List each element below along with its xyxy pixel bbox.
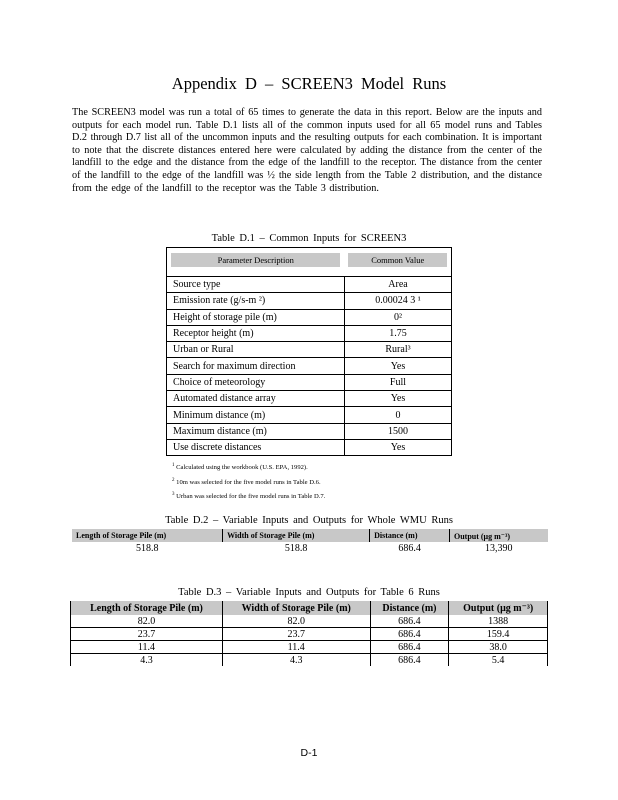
parameter-cell: Maximum distance (m): [167, 423, 345, 439]
parameter-cell: Choice of meteorology: [167, 374, 345, 390]
value-cell: 1.75: [344, 325, 451, 341]
data-cell: 23.7: [71, 628, 223, 641]
parameter-cell: Urban or Rural: [167, 342, 345, 358]
parameter-cell: Source type: [167, 277, 345, 293]
data-cell: 11.4: [71, 641, 223, 654]
table3-caption: Table D.3 – Variable Inputs and Outputs for Table 6 Runs: [178, 587, 440, 598]
table-row: [167, 407, 452, 423]
data-cell: 82.0: [222, 615, 370, 628]
value-cell: 0.00024 3 ¹: [344, 293, 451, 309]
header-param: Parameter Description: [167, 248, 345, 277]
table-row: [167, 309, 452, 325]
data-cell: 13,390: [484, 543, 513, 554]
data-cell: 38.0: [449, 641, 548, 654]
footnote-text: Calculated using the workbook (U.S. EPA, 1992).: [174, 464, 308, 472]
value-cell: 1500: [344, 423, 451, 439]
column-header: Output (μg m⁻³): [449, 529, 548, 542]
table-row: [167, 277, 452, 293]
data-cell: 686.4: [370, 628, 449, 641]
data-cell: 1388: [449, 615, 548, 628]
data-cell: 518.8: [284, 543, 308, 554]
table6-runs-table: [70, 601, 548, 666]
page-number: D-1: [300, 747, 318, 759]
footnote-mark: 3: [172, 492, 175, 498]
footnote: [172, 489, 325, 504]
value-cell: Yes: [344, 358, 451, 374]
value-cell: Full: [344, 374, 451, 390]
whole-wmu-table: [72, 529, 548, 555]
table-row: [167, 423, 452, 439]
table-row: [167, 342, 452, 358]
table-row: [167, 391, 452, 407]
data-cell: 686.4: [370, 641, 449, 654]
value-cell: Yes: [344, 391, 451, 407]
footnote: [172, 475, 325, 490]
table1-footnotes: [172, 460, 325, 504]
table-row: [71, 628, 548, 641]
parameter-cell: Automated distance array: [167, 391, 345, 407]
data-cell: 11.4: [222, 641, 370, 654]
table2-caption: Table D.2 – Variable Inputs and Outputs for Whole WMU Runs: [165, 515, 453, 526]
column-header: Width of Storage Pile (m): [222, 601, 370, 615]
parameter-cell: Use discrete distances: [167, 439, 345, 455]
data-cell: 82.0: [71, 615, 223, 628]
column-header: Width of Storage Pile (m): [223, 529, 370, 542]
column-header: Distance (m): [370, 601, 449, 615]
table-row: [71, 654, 548, 667]
table-row: [167, 293, 452, 309]
parameter-cell: Emission rate (g/s-m ²): [167, 293, 345, 309]
footnote-text: 10m was selected for the five model runs in Table D.6.: [174, 478, 321, 486]
intro-paragraph: The SCREEN3 model was run a total of 65 times to generate the data in this report. Below are the inputs and outputs for each model run. Table D.1 lists all of the common inputs used for all 65 model runs and Tables D.2 through D.7 list all of the uncommon inputs and the resulting outputs for each combination. It is important to note that the discrete distances entered here were calculated by adding the distance from the center of the landfill to the edge and the distance from the edge of the landfill to the receptor. The distance from the center of the landfill to the edge of the landfill was ½ the side length from the Table 2 distribution, and the distance from the edge of the landfill to the receptor was the Table 3 distribution.: [72, 107, 542, 194]
data-cell: 23.7: [222, 628, 370, 641]
table-row: [72, 542, 548, 555]
value-cell: 0: [344, 407, 451, 423]
value-cell: Rural³: [344, 342, 451, 358]
table-row: [167, 439, 452, 455]
footnote-text: Urban was selected for the five model runs in Table D.7.: [174, 493, 326, 501]
parameter-cell: Search for maximum direction: [167, 358, 345, 374]
column-header: Length of Storage Pile (m): [71, 601, 223, 615]
footnote-mark: 2: [172, 477, 175, 483]
data-cell: 686.4: [370, 654, 449, 667]
table-row: [71, 615, 548, 628]
table-row: [71, 641, 548, 654]
value-cell: 0²: [344, 309, 451, 325]
footnote-mark: 1: [172, 463, 175, 468]
value-cell: Yes: [344, 439, 451, 455]
parameter-cell: Receptor height (m): [167, 325, 345, 341]
column-header: Length of Storage Pile (m): [72, 529, 223, 542]
table-row: [167, 358, 452, 374]
common-inputs-table: [166, 247, 452, 456]
data-cell: 4.3: [222, 654, 370, 667]
footnote: [172, 460, 325, 475]
table-row: [167, 374, 452, 390]
header-value: Common Value: [344, 248, 451, 277]
data-cell: 4.3: [140, 654, 153, 666]
table1-caption: Table D.1 – Common Inputs for SCREEN3: [211, 233, 407, 244]
data-cell: 159.4: [449, 628, 548, 641]
parameter-cell: Minimum distance (m): [167, 407, 345, 423]
parameter-cell: Height of storage pile (m): [167, 309, 345, 325]
data-cell: 5.4: [449, 654, 548, 667]
column-header: Output (μg m⁻³): [449, 601, 548, 615]
data-cell: 518.8: [136, 543, 159, 554]
page-title: Appendix D – SCREEN3 Model Runs: [171, 74, 447, 93]
table-row: [167, 325, 452, 341]
data-cell: 686.4: [370, 615, 449, 628]
column-header: Distance (m): [370, 529, 450, 542]
data-cell: 686.4: [398, 543, 421, 554]
value-cell: Area: [344, 277, 451, 293]
